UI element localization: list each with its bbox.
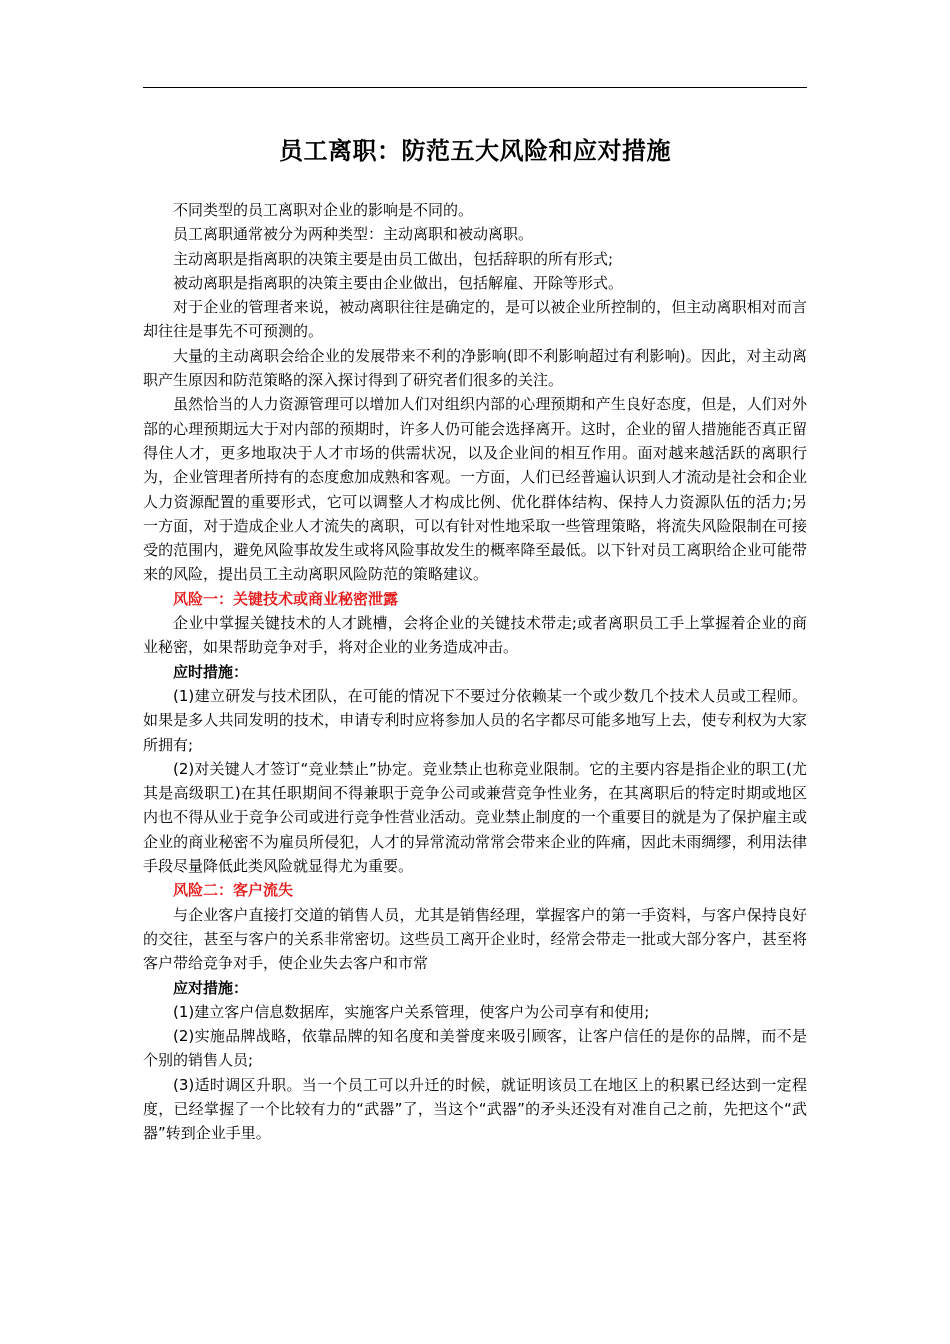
paragraph: 企业中掌握关键技术的人才跳槽，会将企业的关键技术带走;或者离职员工手上掌握着企业的商业秘密，如果帮助竞争对手，将对企业的业务造成冲击。 — [143, 614, 807, 657]
paragraph: 与企业客户直接打交道的销售人员，尤其是销售经理，掌握客户的第一手资料，与客户保持良好的交往，甚至与客户的关系非常密切。这些员工离开企业时，经常会带走一批或大部分客户，甚至将客户带给竞争对手，使企业失去客户和市常 — [143, 905, 807, 973]
paragraph: 对于企业的管理者来说，被动离职往往是确定的，是可以被企业所控制的，但主动离职相对而言却往往是事先不可预测的。 — [143, 298, 807, 341]
paragraph: (1)建立客户信息数据库，实施客户关系管理，使客户为公司享有和使用; — [173, 1002, 650, 1021]
paragraph: 员工离职通常被分为两种类型：主动离职和被动离职。 — [173, 225, 534, 244]
paragraph: (2)对关键人才签订“竞业禁止”协定。竞业禁止也称竞业限制。它的主要内容是指企业的职工(尤其是高级职工)在其任职期间不得兼职于竞争公司或兼营竞争性业务，在其离职后的特定时期或地区内也不得从业于竞争公司或进行竞争性营业活动。竞业禁止制度的一个重要目的就是为了保护雇主或企业的商业秘密不为雇员所侵犯，人才的异常流动常常会带来企业的阵痛，因此未雨绸缪，利用法律手段尽量降低此类风险就显得尤为重要。 — [143, 759, 807, 876]
paragraph: 虽然恰当的人力资源管理可以增加人们对组织内部的心理预期和产生良好态度，但是，人们对外部的心理预期远大于对内部的预期时，许多人仍可能会选择离开。这时，企业的留人措施能否真正留得住人才，更多地取决于人才市场的供需状况，以及企业间的相互作用。面对越来越活跃的离职行为，企业管理者所持有的态度愈加成熟和客观。一方面，人们已经普遍认识到人才流动是社会和企业人力资源配置的重要形式，它可以调整人才构成比例、优化群体结构、保持人力资源队伍的活力;另一方面，对于造成企业人才流失的离职，可以有针对性地采取一些管理策略，将流失风险限制在可接受的范围内，避免风险事故发生或将风险事故发生的概率降至最低。以下针对员工离职给企业可能带来的风险，提出员工主动离职风险防范的策略建议。 — [143, 395, 807, 584]
risk-heading-1: 风险一：关键技术或商业秘密泄露 — [173, 589, 399, 608]
measures-heading-2: 应对措施： — [173, 978, 249, 997]
paragraph: (1)建立研发与技术团队，在可能的情况下不要过分依赖某一个或少数几个技术人员或工程师。如果是多人共同发明的技术，申请专利时应将参加人员的名字都尽可能多地写上去，使专利权为大家所拥有; — [143, 686, 807, 754]
document-body — [143, 198, 807, 1146]
paragraph: 不同类型的员工离职对企业的影响是不同的。 — [173, 201, 474, 219]
paragraph: (3)适时调区升职。当一个员工可以升迁的时候，就证明该员工在地区上的积累已经达到一定程度，已经掌握了一个比较有力的“武器”了，当这个“武器”的矛头还没有对准自己之前，先把这个“武器”转到企业手里。 — [143, 1075, 807, 1143]
risk-heading-2: 风险二：客户流失 — [173, 881, 294, 900]
paragraph: 大量的主动离职会给企业的发展带来不利的净影响(即不利影响超过有利影响)。因此，对主动离职产生原因和防范策略的深入探讨得到了研究者们很多的关注。 — [143, 346, 807, 390]
measures-heading-1: 应时措施： — [173, 662, 249, 681]
document-title: 员工离职：防范五大风险和应对措施 — [279, 137, 671, 165]
paragraph: 主动离职是指离职的决策主要是由员工做出，包括辞职的所有形式; — [173, 249, 614, 268]
header-rule — [143, 87, 807, 88]
paragraph: (2)实施品牌战略，依靠品牌的知名度和美誉度来吸引顾客，让客户信任的是你的品牌，而不是个别的销售人员; — [143, 1027, 807, 1070]
paragraph: 被动离职是指离职的决策主要由企业做出，包括解雇、开除等形式。 — [173, 273, 624, 292]
